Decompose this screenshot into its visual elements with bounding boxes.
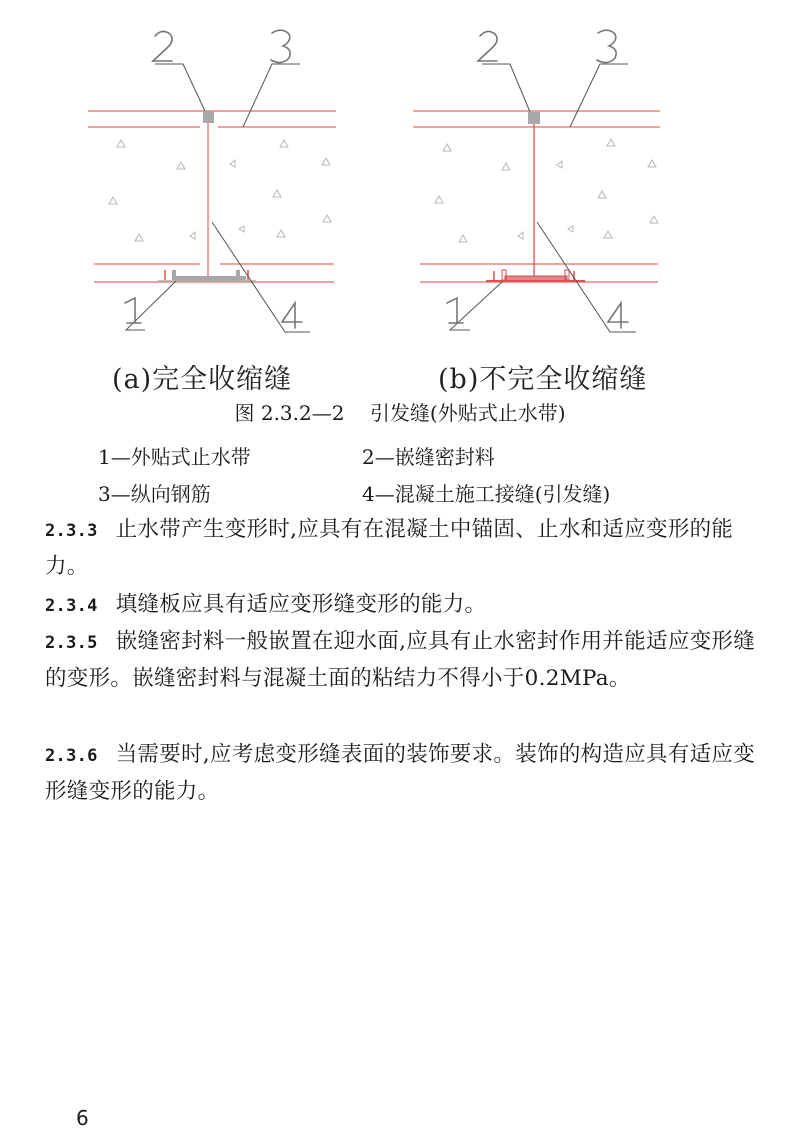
caption-a	[112, 357, 292, 396]
sealant-block	[203, 111, 214, 123]
clause-text: 止水带产生变形时,应具有在混凝土中锚固、止水和适应变形的能力。	[45, 517, 734, 579]
clause-text: 嵌缝密封料一般嵌置在迎水面,应具有止水密封作用并能适应变形缝的变形。嵌缝密封料与混凝土面的粘结力不得小于0.2MPa。	[45, 629, 756, 691]
callout-labels-b	[447, 30, 628, 328]
sealant-block	[528, 112, 540, 124]
clause-number: 2.3.6	[45, 746, 98, 766]
legend-item-2: 2—嵌缝密封料	[362, 445, 495, 469]
clause-2-3-6	[45, 737, 765, 809]
clause-2-3-4	[45, 587, 765, 624]
clause-number: 2.3.4	[45, 596, 98, 616]
page-number: 6	[76, 1106, 89, 1130]
legend-item-1: 1—外贴式止水带	[98, 445, 251, 469]
legend-item-4: 4—混凝土施工接缝(引发缝)	[362, 482, 611, 506]
clause-text: 填缝板应具有适应变形缝变形的能力。	[115, 592, 487, 617]
callout-labels-a	[125, 30, 302, 328]
clause-text: 当需要时,应考虑变形缝表面的装饰要求。装饰的构造应具有适应变形缝变形的能力。	[45, 742, 756, 804]
diagram-b-partial-contraction-joint	[413, 30, 660, 332]
legend-item-3: 3—纵向钢筋	[98, 482, 211, 506]
joint-diagrams	[0, 0, 800, 340]
caption-b-label: (b)	[438, 364, 480, 395]
caption-a-label: (a)	[112, 364, 153, 395]
clause-2-3-3	[45, 512, 765, 584]
figure-title	[0, 397, 800, 426]
caption-a-text: 完全收缩缝	[152, 364, 293, 395]
caption-b-text: 不完全收缩缝	[479, 364, 648, 395]
clause-number: 2.3.5	[45, 633, 98, 653]
clause-number: 2.3.3	[45, 521, 98, 541]
clause-2-3-5	[45, 624, 765, 696]
caption-b	[438, 357, 647, 396]
figure-title-text: 引发缝(外贴式止水带)	[369, 401, 566, 425]
diagram-a-full-contraction-joint	[88, 30, 336, 332]
figure-number: 图 2.3.2—2	[234, 401, 345, 425]
